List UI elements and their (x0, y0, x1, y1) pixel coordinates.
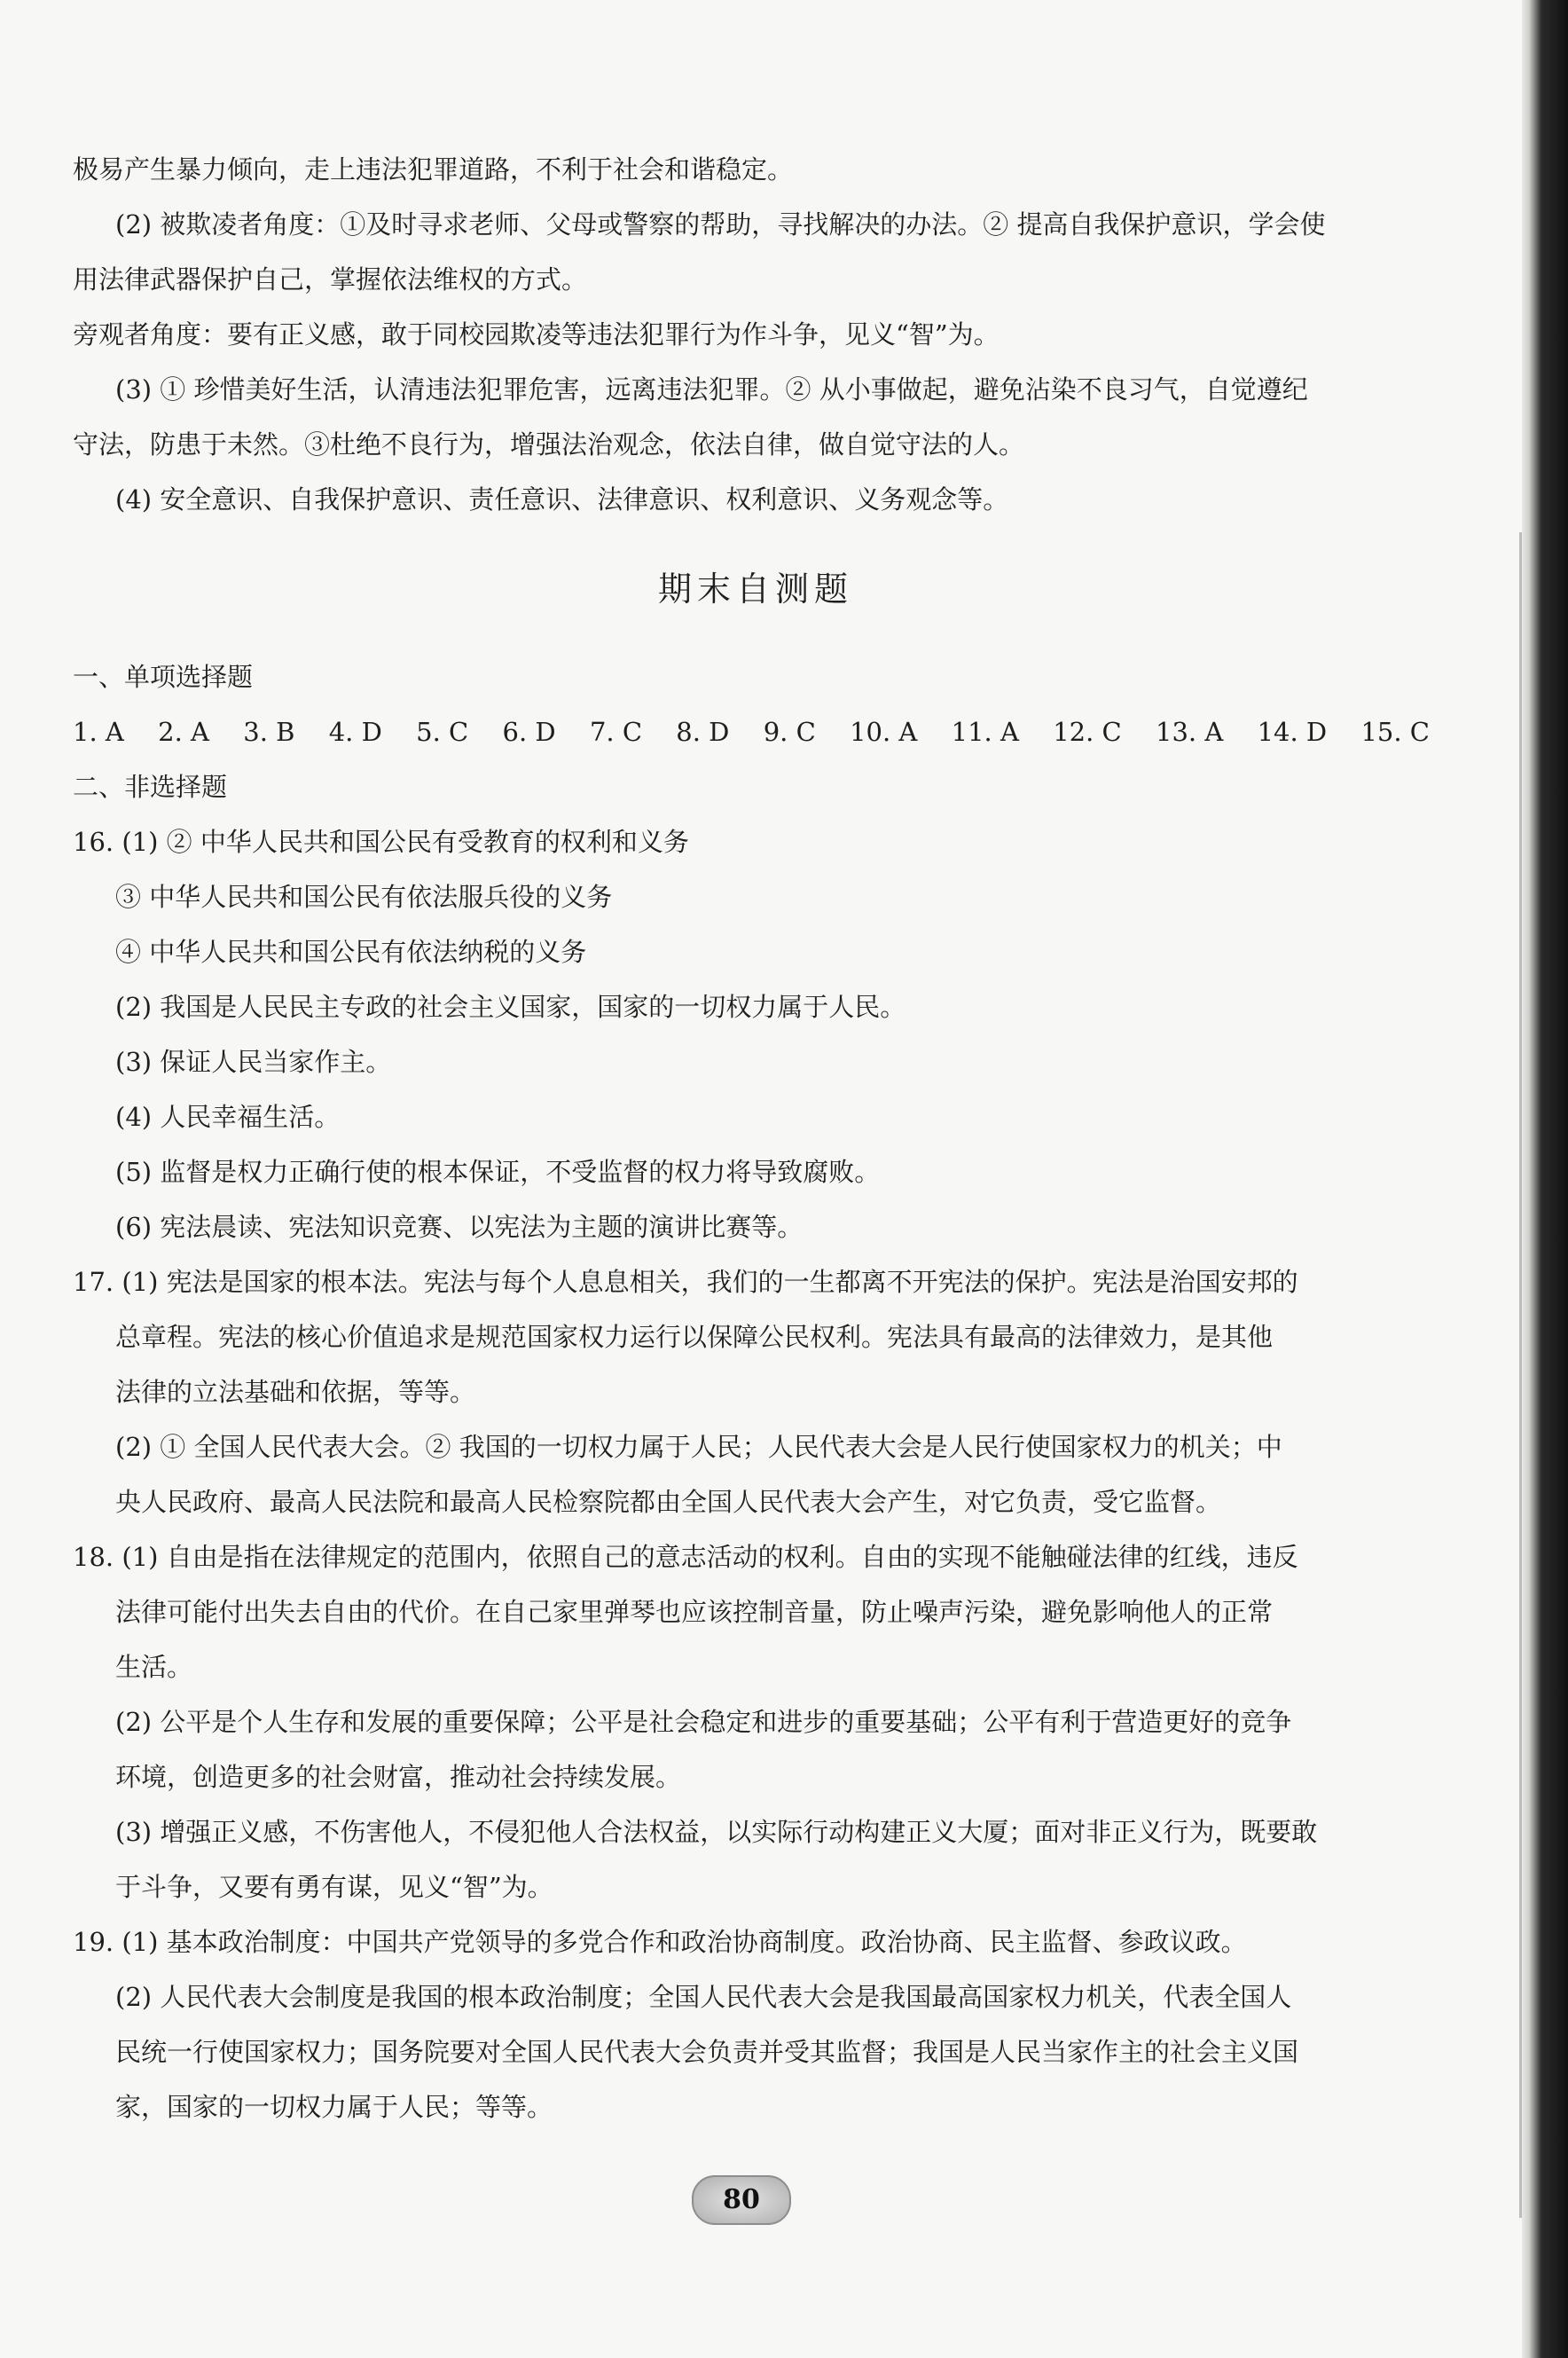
answer-item: 4. D (328, 717, 382, 747)
page-title: 期末自测题 (657, 570, 853, 609)
text-line: 用法律武器保护自己，掌握依法维权的方式。 (73, 264, 588, 295)
text-line: ③ 中华人民共和国公民有依法服兵役的义务 (115, 882, 613, 912)
answer-item: 6. D (502, 717, 556, 747)
answer-item: 11. A (951, 717, 1019, 747)
text-line: 总章程。宪法的核心价值追求是规范国家权力运行以保障公民权利。宪法具有最高的法律效力，是其他 (115, 1322, 1274, 1352)
page-binding-line (1519, 532, 1522, 2218)
page-binding-shadow (1522, 0, 1568, 2358)
text-line: (4) 安全意识、自我保护意识、责任意识、法律意识、权利意识、义务观念等。 (115, 484, 1009, 515)
text-line: (2) 被欺凌者角度：①及时寻求老师、父母或警察的帮助，寻找解决的办法。② 提高自我保护意识，学会使 (115, 209, 1326, 240)
text-line: (2) ① 全国人民代表大会。② 我国的一切权力属于人民；人民代表大会是人民行使国家权力的机关；中 (115, 1432, 1282, 1462)
text-line: 央人民政府、最高人民法院和最高人民检察院都由全国人民代表大会产生，对它负责，受它监督。 (115, 1487, 1222, 1517)
answer-item: 3. B (243, 717, 295, 747)
answer-item: 13. A (1156, 717, 1224, 747)
answer-item: 15. C (1360, 717, 1430, 747)
answer-item: 8. D (676, 717, 730, 747)
section-heading-single-choice: 一、单项选择题 (73, 662, 254, 692)
text-line: 家，国家的一切权力属于人民；等等。 (115, 2092, 553, 2122)
text-line: 于斗争，又要有勇有谋，见义“智”为。 (115, 1872, 553, 1902)
answer-item: 12. C (1053, 717, 1122, 747)
text-line: 环境，创造更多的社会财富，推动社会持续发展。 (115, 1762, 682, 1792)
text-line: (2) 我国是人民民主专政的社会主义国家，国家的一切权力属于人民。 (115, 992, 906, 1022)
text-line: 民统一行使国家权力；国务院要对全国人民代表大会负责并受其监督；我国是人民当家作主的社会主义国 (115, 2037, 1299, 2067)
answer-item: 14. D (1257, 717, 1328, 747)
answer-item: 9. C (763, 717, 816, 747)
answer-item: 10. A (850, 717, 918, 747)
page-number-badge: 80 (692, 2175, 791, 2225)
text-line: 16. (1) ② 中华人民共和国公民有受教育的权利和义务 (73, 827, 689, 857)
section-heading-non-choice: 二、非选择题 (73, 772, 228, 802)
text-line: (2) 人民代表大会制度是我国的根本政治制度；全国人民代表大会是我国最高国家权力机关，代表全国人 (115, 1982, 1292, 2012)
text-line: 生活。 (115, 1652, 193, 1682)
text-line: 旁观者角度：要有正义感，敢于同校园欺凌等违法犯罪行为作斗争，见义“智”为。 (73, 319, 1000, 350)
non-choice-answers (73, 814, 1439, 2134)
text-line: (4) 人民幸福生活。 (115, 1102, 341, 1132)
answer-item: 1. A (73, 717, 124, 747)
text-line: 18. (1) 自由是指在法律规定的范围内，依照自己的意志活动的权利。自由的实现不能触碰法律的红线，违反 (73, 1542, 1298, 1572)
text-line: 19. (1) 基本政治制度：中国共产党领导的多党合作和政治协商制度。政治协商、民主监督、参政议政。 (73, 1927, 1247, 1957)
text-line: ④ 中华人民共和国公民有依法纳税的义务 (115, 937, 587, 967)
answer-item: 2. A (158, 717, 209, 747)
text-line: 17. (1) 宪法是国家的根本法。宪法与每个人息息相关，我们的一生都离不开宪法的保护。宪法是治国安邦的 (73, 1267, 1298, 1297)
text-line: (3) 增强正义感，不伤害他人，不侵犯他人合法权益，以实际行动构建正义大厦；面对非正义行为，既要敢 (115, 1817, 1318, 1847)
answer-list (73, 704, 1430, 759)
answer-item: 5. C (416, 717, 469, 747)
text-line: (3) 保证人民当家作主。 (115, 1047, 392, 1077)
intro-block (73, 142, 1439, 527)
text-line: 极易产生暴力倾向，走上违法犯罪道路，不利于社会和谐稳定。 (73, 154, 794, 185)
answer-item: 7. C (589, 717, 643, 747)
text-line: (6) 宪法晨读、宪法知识竞赛、以宪法为主题的演讲比赛等。 (115, 1212, 804, 1242)
text-line: 法律可能付出失去自由的代价。在自己家里弹琴也应该控制音量，防止噪声污染，避免影响他人的正常 (115, 1597, 1274, 1627)
text-line: 守法，防患于未然。③杜绝不良行为，增强法治观念，依法自律，做自觉守法的人。 (73, 429, 1025, 460)
answer-content (73, 142, 1439, 2134)
text-line: 法律的立法基础和依据，等等。 (115, 1377, 476, 1407)
text-line: (2) 公平是个人生存和发展的重要保障；公平是社会稳定和进步的重要基础；公平有利于营造更好的竞争 (115, 1707, 1292, 1737)
text-line: (5) 监督是权力正确行使的根本保证，不受监督的权力将导致腐败。 (115, 1157, 881, 1187)
text-line: (3) ① 珍惜美好生活，认清违法犯罪危害，远离违法犯罪。② 从小事做起，避免沾染不良习气，自觉遵纪 (115, 374, 1308, 405)
